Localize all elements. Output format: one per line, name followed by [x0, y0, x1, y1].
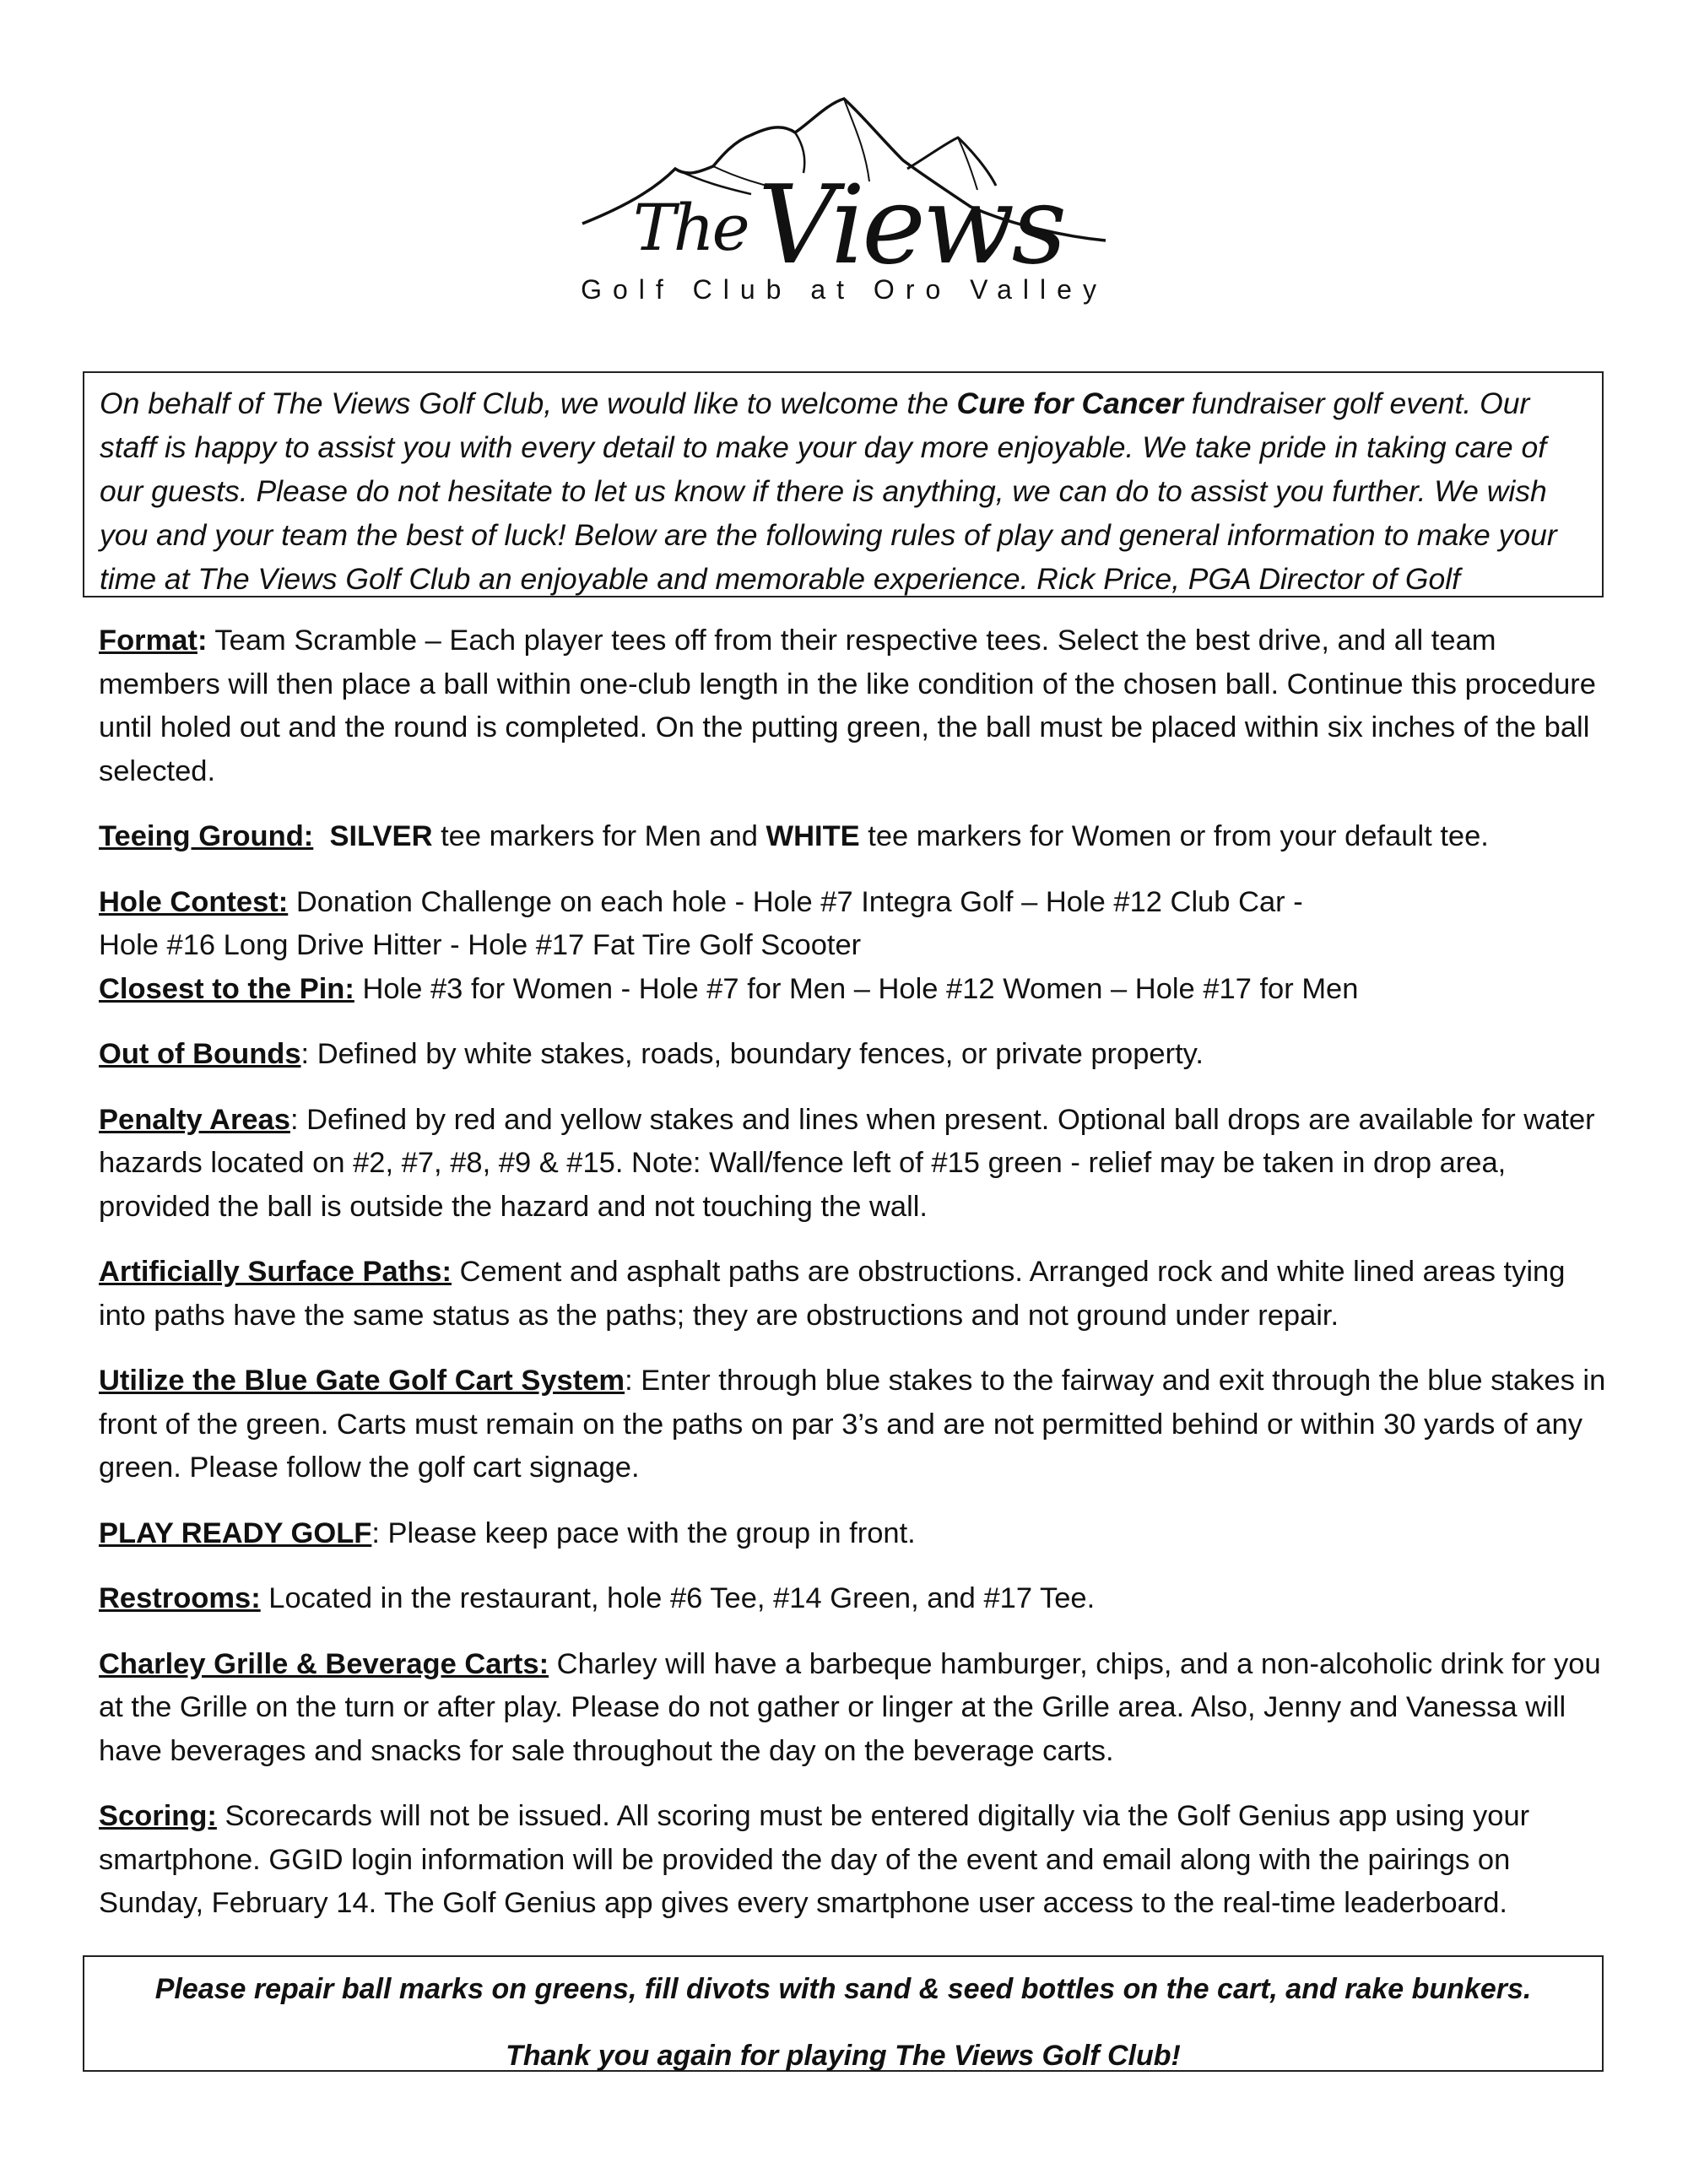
event-name: Cure for Cancer: [956, 387, 1183, 420]
rule-restrooms-text: Located in the restaurant, hole #6 Tee, #14 Green, and #17 Tee.: [260, 1582, 1096, 1614]
rule-surface-paths: [99, 1251, 1610, 1338]
rule-restrooms: [99, 1577, 1610, 1621]
club-logo: [574, 89, 1114, 325]
rule-ready-golf-text: : Please keep pace with the group in front.: [371, 1516, 916, 1549]
rule-scoring-text: Scorecards will not be issued. All scoring must be entered digitally via the Golf Genius app using your smartphone. GGID login information will be provided the day of the event and email along with the pairings on Sunday, February 14. The Golf Genius app gives every smartphone user access to the real-time leaderboard.: [99, 1800, 1530, 1919]
rule-paths-label: Artificially Surface Paths:: [99, 1256, 452, 1288]
welcome-box: [83, 371, 1604, 597]
rule-penalty-label: Penalty Areas: [99, 1103, 290, 1136]
rule-penalty-areas: [99, 1099, 1610, 1230]
rule-oob-text: : Defined by white stakes, roads, boundary fences, or private property.: [300, 1038, 1204, 1070]
rule-hole-contest: [99, 881, 1610, 968]
rule-oob-label: Out of Bounds: [99, 1038, 301, 1070]
rule-format: Format: Team Scramble – Each player tees off from their respective tees. Select the best drive, and all team members will then place a ball within one-club length in the like condition of the chosen ball. Continue this procedure until holed out and the round is completed. On the putting green, the ball must be placed within six inches of the ball selected.: [99, 624, 1596, 787]
rule-out-of-bounds: [99, 1033, 1610, 1077]
rule-closest-text: Hole #3 for Women - Hole #7 for Men – Hole #12 Women – Hole #17 for Men: [354, 972, 1359, 1005]
closing-line-2: Thank you again for playing The Views Golf Club!: [506, 2040, 1181, 2072]
rule-closest-label: Closest to the Pin:: [99, 972, 354, 1005]
rule-hole-contest-text: Donation Challenge on each hole - Hole #7 Integra Golf – Hole #12 Club Car -: [288, 885, 1303, 918]
rule-teeing-ground: [99, 815, 1610, 859]
rule-ready-golf-label: PLAY READY GOLF: [99, 1516, 372, 1549]
rule-grille-text: Charley will have a barbeque hamburger, chips, and a non-alcoholic drink for you at the Grille on the turn or after play. Please do not gather or linger at the Grille area. Also, Jenny and Vanessa will have beverages and snacks for sale throughout the day on the beverage carts.: [99, 1647, 1601, 1767]
rule-penalty-text: : Defined by red and yellow stakes and lines when present. Optional ball drops are available for water hazards located on #2, #7, #8, #9 & #15. Note: Wall/fence left of #15 green - relief may be taken in drop area, provided the ball is outside the hazard and not touching the wall.: [99, 1103, 1595, 1223]
logo-word-views: Views: [758, 163, 1064, 289]
closing-line-1: Please repair ball marks on greens, fill divots with sand & seed bottles on the cart, and rake bunkers.: [154, 1973, 1532, 2005]
rule-closest-to-pin: [99, 968, 1610, 1012]
rule-format-label: Format: [99, 624, 197, 657]
rule-blue-gate: [99, 1360, 1610, 1490]
rule-format-text: Team Scramble – Each player tees off from their respective tees. Select the best drive, and all team members will then place a ball within one-club length in the like condition of the chosen ball. Continue this procedure until holed out and the round is completed. On the putting green, the ball must be placed within six inches of the ball selected.: [99, 624, 1596, 787]
rule-ready-golf: [99, 1512, 1610, 1556]
welcome-text-intro: On behalf of The Views Golf Club, we would like to welcome the: [100, 387, 957, 420]
rules-section: [99, 619, 1610, 1948]
rule-hole-contest-line2: Hole #16 Long Drive Hitter - Hole #17 Fat Tire Golf Scooter: [99, 929, 862, 961]
rule-grille: [99, 1643, 1610, 1774]
tee-silver: SILVER: [329, 820, 433, 852]
tee-end-text: tee markers for Women or from your default tee.: [859, 820, 1489, 852]
closing-box: [83, 1955, 1604, 2072]
tee-white: WHITE: [766, 820, 860, 852]
logo-word-the: The: [633, 190, 748, 265]
rule-blue-gate-label: Utilize the Blue Gate Golf Cart System: [99, 1365, 625, 1397]
logo-subtitle: Golf Club at Oro Valley: [581, 274, 1107, 305]
rule-blue-gate-text: : Enter through blue stakes to the fairway and exit through the blue stakes in front of the green. Carts must remain on the paths on par 3’s and are not permitted behind or within 30 yards of any green. Please follow the golf cart signage.: [99, 1365, 1606, 1484]
rule-scoring-label: Scoring:: [99, 1800, 217, 1832]
welcome-text-body: fundraiser golf event. Our staff is happy to assist you with every detail to make your day more enjoyable. We take pride in taking care of our guests. Please do not hesitate to let us know if there is anything, we can do to assist you further. We wish you and your team the best of luck! Below are the following rules of play and general information to make your time at The Views Golf Club an enjoyable and memorable experience. Rick Price, PGA Director of Golf: [100, 387, 1557, 596]
rule-hole-contest-label: Hole Contest:: [99, 885, 289, 918]
tee-mid-text: tee markers for Men and: [432, 820, 766, 852]
rule-paths-text: Cement and asphalt paths are obstructions. Arranged rock and white lined areas tying into paths have the same status as the paths; they are obstructions and not ground under repair.: [99, 1256, 1566, 1332]
rule-restrooms-label: Restrooms:: [99, 1582, 261, 1614]
rule-scoring: [99, 1795, 1610, 1926]
rule-grille-label: Charley Grille & Beverage Carts:: [99, 1647, 549, 1680]
rule-teeing-label: Teeing Ground:: [99, 820, 314, 852]
